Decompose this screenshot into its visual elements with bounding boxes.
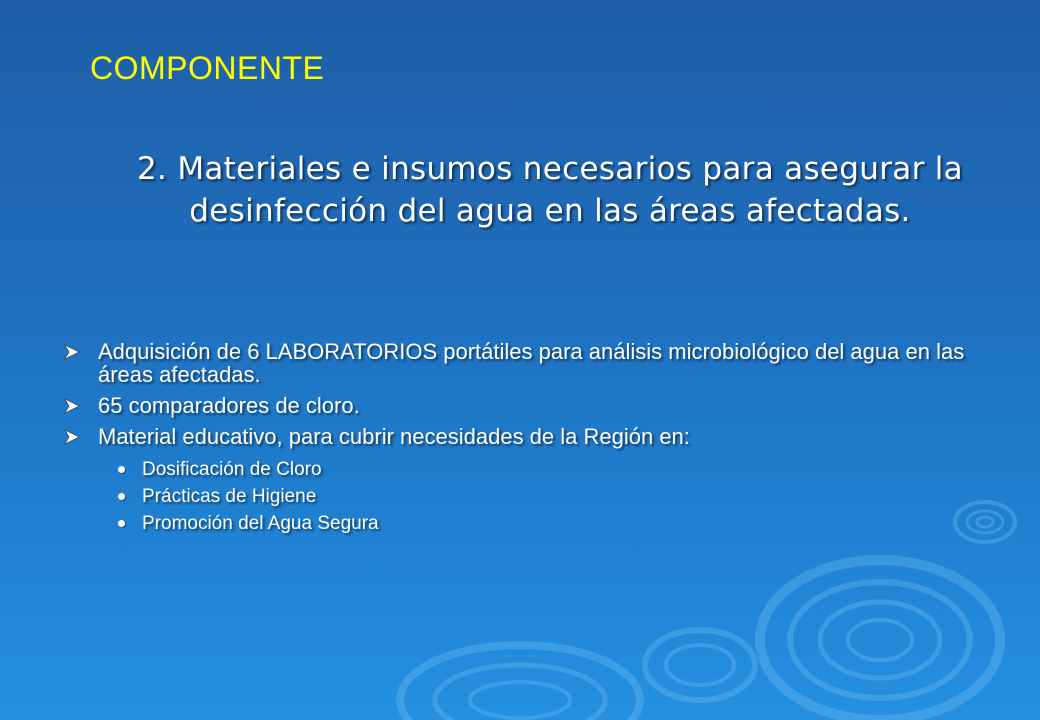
sub-bullet-text: Promoción del Agua Segura [142,513,379,534]
sub-bullet-list [60,456,1000,537]
arrow-bullet-icon [64,398,82,414]
slide-title: COMPONENTE [90,50,325,86]
sub-bullet-item [110,456,1000,483]
bullet-text: Material educativo, para cubrir necesidades de la Región en: [98,424,690,449]
slide-subtitle [110,148,990,232]
bullet-item [60,394,1000,417]
bullet-text: 65 comparadores de cloro. [98,393,360,418]
round-bullet-icon [118,493,125,500]
bullet-text: Adquisición de 6 LABORATORIOS portátiles para análisis microbiológico del agua en las áreas afectadas. [98,339,965,387]
arrow-bullet-icon [64,344,82,360]
round-bullet-icon [118,520,125,527]
bullet-item [60,340,1000,386]
subtitle-line-2: desinfección del agua en las áreas afectadas. [189,193,911,229]
sub-bullet-item [110,510,1000,537]
sub-bullet-text: Prácticas de Higiene [142,486,317,507]
sub-bullet-item [110,483,1000,510]
round-bullet-icon [118,466,125,473]
bullet-item [60,425,1000,448]
bullet-list [60,340,1000,537]
sub-bullet-text: Dosificación de Cloro [142,459,322,480]
arrow-bullet-icon [64,429,82,445]
subtitle-line-1: 2. Materiales e insumos necesarios para asegurar la [137,151,963,187]
